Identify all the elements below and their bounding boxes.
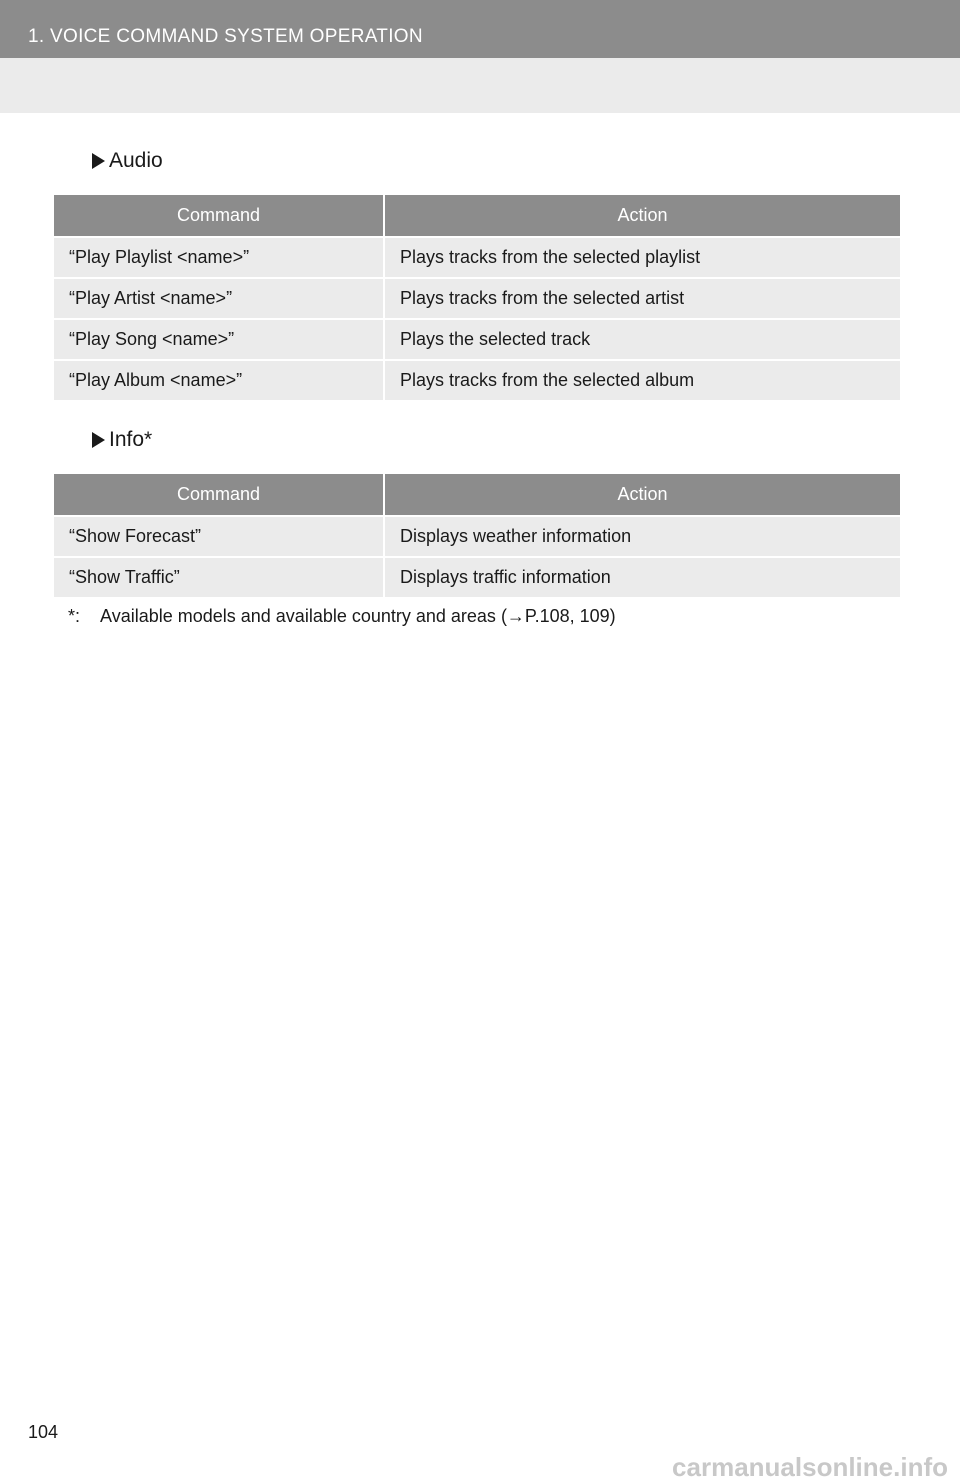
action-cell: Displays traffic information <box>384 557 900 597</box>
triangle-bullet-icon <box>92 432 105 448</box>
header-band <box>0 0 960 58</box>
header-sub-band <box>0 58 960 113</box>
footnote <box>68 606 616 627</box>
section-heading-audio <box>92 149 163 173</box>
column-header-action: Action <box>384 195 900 237</box>
command-cell: “Show Forecast” <box>54 516 384 557</box>
footnote-mark: *: <box>68 606 81 626</box>
watermark-text: carmanualsonline.info <box>672 1452 948 1482</box>
table-row <box>54 360 900 400</box>
table-row <box>54 516 900 557</box>
command-cell: “Play Playlist <name>” <box>54 237 384 278</box>
section-heading-info <box>92 428 152 452</box>
action-cell: Plays tracks from the selected artist <box>384 278 900 319</box>
footnote-text: Available models and available country and areas (→P.108, 109) <box>100 606 616 626</box>
audio-command-table <box>54 195 900 400</box>
column-header-command: Command <box>54 474 384 516</box>
command-cell: “Play Song <name>” <box>54 319 384 360</box>
action-cell: Plays tracks from the selected album <box>384 360 900 400</box>
column-header-action: Action <box>384 474 900 516</box>
table-row <box>54 278 900 319</box>
table-row <box>54 319 900 360</box>
command-cell: “Play Artist <name>” <box>54 278 384 319</box>
command-cell: “Show Traffic” <box>54 557 384 597</box>
column-header-command: Command <box>54 195 384 237</box>
table-row <box>54 557 900 597</box>
section-heading-label: Audio <box>109 149 163 172</box>
command-cell: “Play Album <name>” <box>54 360 384 400</box>
page-header-title: 1. VOICE COMMAND SYSTEM OPERATION <box>28 26 423 47</box>
section-heading-label: Info* <box>109 428 153 451</box>
table-row <box>54 237 900 278</box>
action-cell: Displays weather information <box>384 516 900 557</box>
info-command-table <box>54 474 900 597</box>
triangle-bullet-icon <box>92 153 105 169</box>
page-number: 104 <box>28 1422 59 1442</box>
action-cell: Plays tracks from the selected playlist <box>384 237 900 278</box>
action-cell: Plays the selected track <box>384 319 900 360</box>
